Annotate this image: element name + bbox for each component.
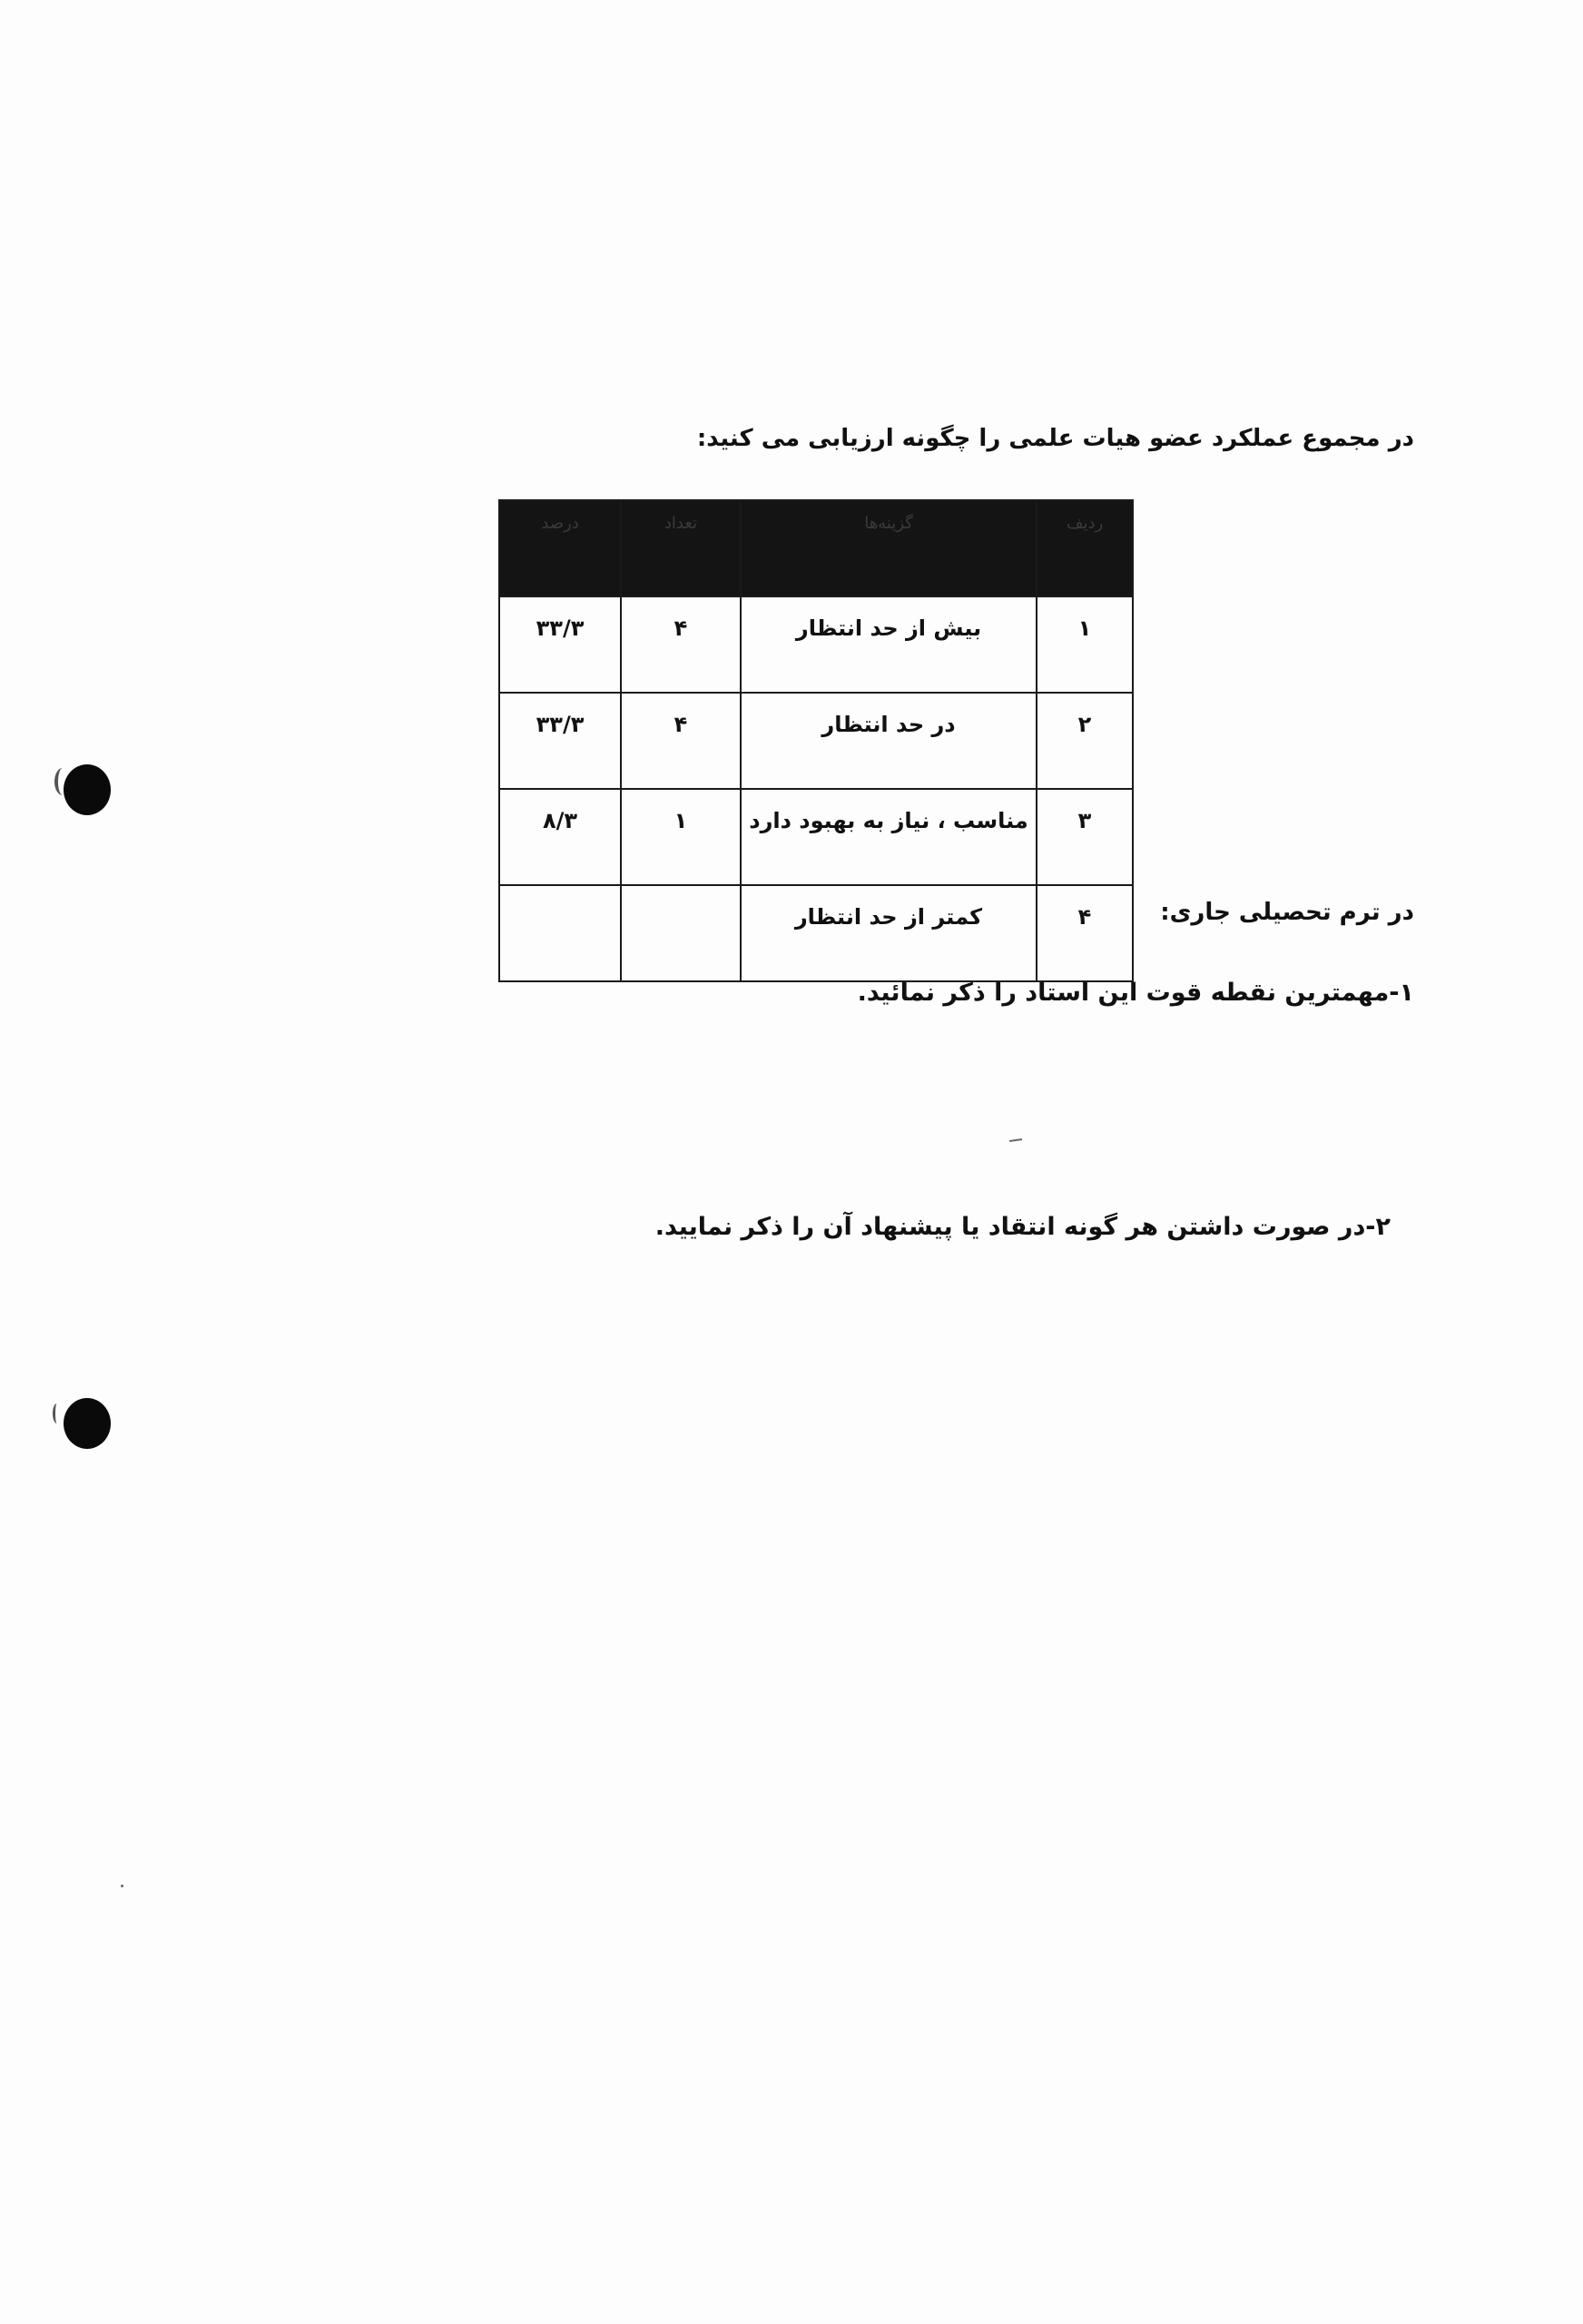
row-option: مناسب ، نیاز به بهبود دارد <box>741 789 1037 885</box>
punch-hole <box>64 764 111 815</box>
table-row <box>499 596 1133 693</box>
punch-hole-shadow <box>53 1403 61 1423</box>
punch-hole <box>64 1398 111 1449</box>
row-percent <box>499 885 621 981</box>
scan-speck <box>1009 1138 1022 1142</box>
row-percent: ۳۳/۳ <box>499 693 621 789</box>
evaluation-table <box>498 499 1134 982</box>
term-heading: در ترم تحصیلی جاری: <box>1160 899 1414 926</box>
scan-speck <box>121 1885 123 1887</box>
strength-question: ۱-مهمترین نقطه قوت این استاد را ذکر نمائید. <box>857 979 1414 1007</box>
header-option: گزینه‌ها <box>741 500 1037 596</box>
row-number: ۲ <box>1037 693 1133 789</box>
header-percent: درصد <box>499 500 621 596</box>
table-row <box>499 693 1133 789</box>
table-header-row <box>499 500 1133 596</box>
row-percent: ۸/۳ <box>499 789 621 885</box>
header-count: تعداد <box>621 500 741 596</box>
row-option: کمتر از حد انتظار <box>741 885 1037 981</box>
row-number: ۳ <box>1037 789 1133 885</box>
row-count: ۴ <box>621 596 741 693</box>
row-count: ۱ <box>621 789 741 885</box>
evaluation-question: در مجموع عملکرد عضو هیات علمی را چگونه ارزیابی می کنید: <box>696 425 1414 452</box>
row-option: در حد انتظار <box>741 693 1037 789</box>
header-row-number: ردیف <box>1037 500 1133 596</box>
table-row <box>499 789 1133 885</box>
row-count <box>621 885 741 981</box>
row-number: ۴ <box>1037 885 1133 981</box>
row-count: ۴ <box>621 693 741 789</box>
row-option: بیش از حد انتظار <box>741 596 1037 693</box>
criticism-question: ۲-در صورت داشتن هر گونه انتقاد یا پیشنهاد آن را ذکر نمایید. <box>654 1213 1391 1241</box>
table-row <box>499 885 1133 981</box>
row-percent: ۳۳/۳ <box>499 596 621 693</box>
row-number: ۱ <box>1037 596 1133 693</box>
